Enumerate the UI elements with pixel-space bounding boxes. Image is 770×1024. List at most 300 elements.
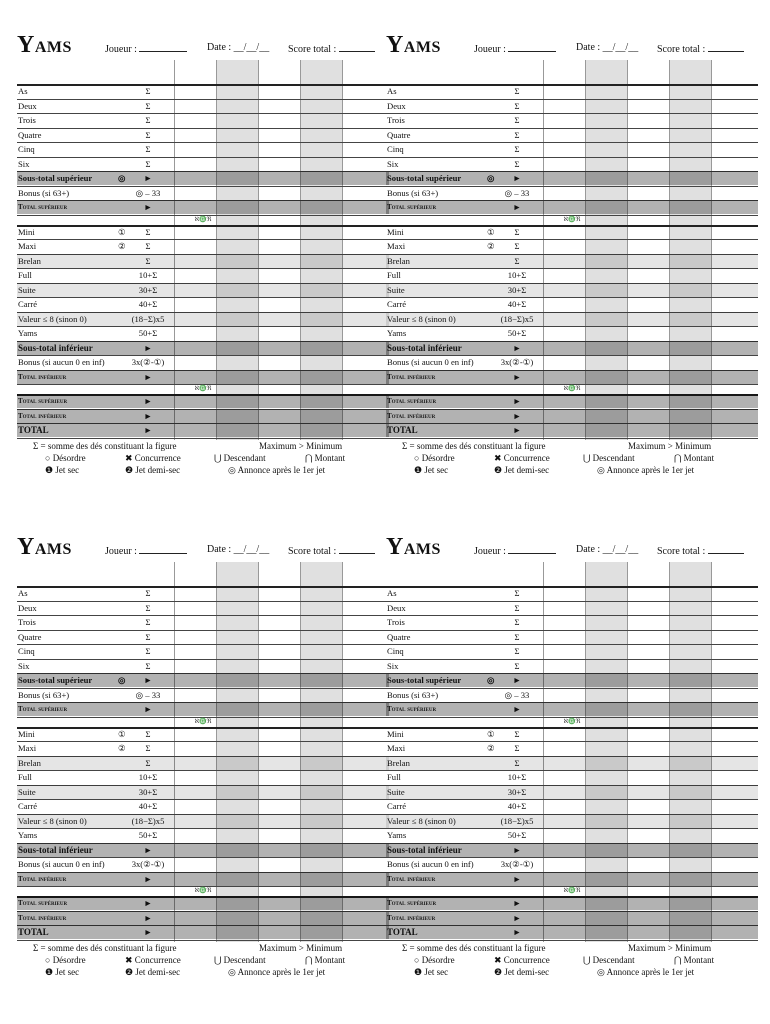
title-rest: AMS [403, 541, 441, 558]
upper-row[interactable] [386, 601, 758, 615]
row-label: TOTAL [18, 927, 49, 937]
row-label: Yams [387, 328, 407, 338]
legend-icon: ❶ [45, 966, 56, 977]
total-lower-row[interactable] [17, 370, 389, 384]
legend-text: Montant [683, 452, 715, 463]
row-code: ► [143, 202, 153, 212]
legend-icon: ○ [45, 452, 53, 463]
lower-row[interactable] [386, 268, 758, 282]
row-code: Σ [145, 144, 151, 154]
legend-text: Montant [314, 452, 346, 463]
bonus-upper-row[interactable] [17, 186, 389, 200]
date-field[interactable] [576, 544, 638, 556]
legend-icon: ❶ [414, 966, 425, 977]
sheet-title [17, 534, 72, 560]
row-code: Σ [514, 255, 520, 266]
upper-row[interactable] [386, 157, 758, 171]
legend-text: Concurrence [134, 452, 181, 463]
row-label: Carré [387, 299, 407, 309]
row-label: Suite [387, 284, 405, 295]
lower-row[interactable] [386, 770, 758, 784]
row-code: 3x(②-①) [500, 859, 534, 869]
lower-row[interactable] [386, 756, 758, 770]
upper-row[interactable] [386, 659, 758, 673]
row-label: Mini [387, 226, 404, 237]
player-blank[interactable] [508, 42, 556, 52]
row-code: ► [512, 173, 522, 183]
legend-max-min: Maximum > Minimum [259, 942, 343, 953]
lower-row[interactable] [17, 283, 389, 297]
lower-row[interactable] [386, 225, 758, 239]
legend-icon: ❷ [125, 966, 136, 977]
row-code: ► [512, 425, 522, 435]
row-code: 30+Σ [138, 284, 158, 295]
subtotal-upper-row[interactable] [386, 673, 758, 687]
upper-row[interactable] [386, 99, 758, 113]
legend-icon: ⋃ [583, 452, 593, 463]
row-label: Bonus (si 63+) [18, 187, 70, 198]
title-initial: Y [386, 32, 404, 58]
date-label: Date : __/__/__ [207, 544, 270, 555]
row-label: Quatre [18, 129, 42, 140]
subtotal-lower-row[interactable] [386, 341, 758, 355]
total-upper-row[interactable] [17, 200, 389, 214]
legend-text: Annonce après le 1er jet [606, 966, 695, 977]
row-code: ► [512, 371, 522, 382]
section-separator: ℵ♎ℜ [563, 385, 581, 392]
upper-row[interactable] [386, 630, 758, 644]
row-label: Six [387, 158, 399, 169]
row-code: ► [143, 410, 153, 421]
bonus-upper-row[interactable] [17, 688, 389, 702]
upper-row[interactable] [386, 128, 758, 142]
player-blank[interactable] [508, 544, 556, 554]
legend-icon: ⋃ [214, 452, 224, 463]
upper-row[interactable] [386, 644, 758, 658]
row-code: ► [143, 898, 153, 908]
player-blank[interactable] [139, 544, 187, 554]
final-row[interactable] [386, 394, 758, 408]
lower-row[interactable] [386, 312, 758, 326]
row-code: 30+Σ [138, 786, 158, 797]
legend-text: Montant [314, 954, 346, 965]
legend-item [45, 966, 79, 978]
upper-row[interactable] [17, 157, 389, 171]
row-label: Brelan [387, 757, 410, 768]
lower-row[interactable] [386, 814, 758, 828]
final-row[interactable] [17, 423, 389, 437]
final-row[interactable] [386, 896, 758, 910]
sheet-bottom-right [386, 520, 758, 980]
legend-icon: ✖ [494, 452, 504, 463]
score-blank[interactable] [339, 42, 375, 52]
row-label: Mini [18, 728, 35, 739]
upper-row[interactable] [386, 586, 758, 600]
row-code: (18−Σ)x5 [500, 815, 534, 826]
row-code: Σ [514, 86, 520, 96]
score-grid [17, 562, 389, 942]
lower-row[interactable] [386, 785, 758, 799]
row-label: TOTAL [387, 425, 418, 435]
row-label: Total supérieur [18, 705, 68, 713]
lower-row[interactable] [386, 297, 758, 311]
score-blank[interactable] [708, 544, 744, 554]
upper-row[interactable] [386, 615, 758, 629]
title-rest: AMS [34, 541, 72, 558]
row-label: Cinq [18, 646, 35, 656]
date-label: Date : __/__/__ [576, 42, 639, 53]
row-code: Σ [514, 602, 520, 613]
lower-row[interactable] [386, 828, 758, 842]
final-row[interactable] [17, 925, 389, 939]
title-initial: Y [17, 32, 35, 58]
lower-row[interactable] [17, 727, 389, 741]
row-label: Mini [18, 226, 35, 237]
final-row[interactable] [17, 409, 389, 423]
player-field[interactable] [474, 42, 556, 56]
title-rest: AMS [403, 39, 441, 56]
lower-row[interactable] [17, 268, 389, 282]
subtotal-upper-row[interactable] [17, 673, 389, 687]
lower-row[interactable] [17, 799, 389, 813]
row-label: Six [18, 660, 30, 671]
score-field[interactable] [657, 42, 744, 56]
legend-text: Désordre [52, 452, 86, 463]
row-code: Σ [514, 743, 520, 753]
score-field[interactable] [657, 544, 744, 558]
row-code: ◎ – 33 [135, 689, 161, 700]
total-upper-row[interactable] [386, 200, 758, 214]
upper-row[interactable] [386, 113, 758, 127]
section-separator: ℵ♎ℜ [194, 215, 212, 223]
lower-row[interactable] [386, 741, 758, 755]
row-label: Sous-total supérieur [18, 173, 93, 183]
lower-row[interactable] [17, 312, 389, 326]
lower-row[interactable] [17, 785, 389, 799]
row-label: Deux [387, 100, 406, 111]
row-label: Yams [18, 328, 38, 338]
row-code: (18−Σ)x5 [500, 313, 534, 324]
total-lower-row[interactable] [17, 872, 389, 886]
row-label: Brelan [18, 255, 41, 266]
row-code: ◎ – 33 [504, 689, 530, 700]
legend-max-min: Maximum > Minimum [259, 440, 343, 451]
row-label: Sous-total inférieur [387, 844, 462, 855]
score-grid [386, 60, 758, 440]
legend-item [583, 452, 635, 464]
player-label: Joueur : [474, 546, 509, 557]
row-code: ► [143, 425, 153, 435]
row-label: Quatre [387, 129, 411, 140]
row-code: Σ [514, 226, 520, 237]
player-label: Joueur : [474, 44, 509, 55]
row-code: Σ [145, 129, 151, 140]
upper-row[interactable] [17, 84, 389, 98]
legend-text: Annonce après le 1er jet [237, 966, 326, 977]
upper-row[interactable] [386, 142, 758, 156]
row-label: Cinq [18, 144, 35, 154]
legend-item [674, 954, 714, 966]
subtotal-upper-row[interactable] [386, 171, 758, 185]
legend-text: Concurrence [503, 954, 550, 965]
score-field[interactable] [288, 544, 375, 558]
row-label: Yams [387, 830, 407, 840]
total-upper-row[interactable] [386, 702, 758, 716]
row-label: Full [18, 772, 32, 782]
upper-row[interactable] [17, 615, 389, 629]
row-label: Suite [387, 786, 405, 797]
row-code: ► [512, 396, 522, 406]
final-row[interactable] [17, 896, 389, 910]
lower-row[interactable] [386, 283, 758, 297]
row-code: ► [143, 396, 153, 406]
row-code: ► [143, 371, 153, 382]
row-code: Σ [145, 100, 151, 111]
row-label: Full [387, 772, 401, 782]
legend-icon: ✖ [125, 452, 135, 463]
bonus-lower-row[interactable] [17, 355, 389, 369]
lower-row[interactable] [17, 828, 389, 842]
legend-text: Jet sec [424, 464, 449, 475]
row-label: Suite [18, 284, 36, 295]
row-code: Σ [514, 631, 520, 642]
total-lower-row[interactable] [386, 370, 758, 384]
sheet-title [386, 534, 441, 560]
date-field[interactable] [207, 544, 269, 556]
player-field[interactable] [105, 42, 187, 56]
row-label: Carré [18, 801, 38, 811]
legend-item [45, 954, 86, 966]
subtotal-lower-row[interactable] [386, 843, 758, 857]
sheet-header [17, 520, 389, 560]
row-label: Maxi [18, 743, 37, 753]
row-mark: ② [487, 743, 495, 753]
row-label: Total supérieur [18, 899, 68, 907]
bonus-lower-row[interactable] [17, 857, 389, 871]
legend-icon: ❶ [414, 464, 425, 475]
row-label: Trois [18, 115, 36, 125]
row-label: Total supérieur [18, 203, 68, 211]
score-blank[interactable] [339, 544, 375, 554]
upper-row[interactable] [17, 142, 389, 156]
row-code: 40+Σ [138, 801, 158, 811]
row-label: Bonus (si 63+) [18, 689, 70, 700]
legend-item [214, 452, 266, 464]
total-lower-row[interactable] [386, 872, 758, 886]
upper-row[interactable] [17, 99, 389, 113]
row-mark: ① [487, 728, 495, 739]
final-row[interactable] [386, 423, 758, 437]
lower-row[interactable] [17, 770, 389, 784]
row-label: Valeur ≤ 8 (sinon 0) [387, 815, 456, 826]
title-rest: AMS [34, 39, 72, 56]
legend-text: Annonce après le 1er jet [606, 464, 695, 475]
legend-text: Descendant [223, 452, 266, 463]
upper-row[interactable] [17, 659, 389, 673]
row-label: As [387, 588, 397, 598]
row-label: Trois [387, 617, 405, 627]
legend-icon: ❷ [494, 464, 505, 475]
section-separator: ℵ♎ℜ [563, 717, 581, 725]
player-field[interactable] [474, 544, 556, 558]
row-code: ► [143, 173, 153, 183]
row-divider [17, 438, 389, 439]
subtotal-lower-row[interactable] [17, 341, 389, 355]
legend-item [583, 954, 635, 966]
lower-row[interactable] [17, 756, 389, 770]
lower-row[interactable] [17, 254, 389, 268]
upper-row[interactable] [17, 601, 389, 615]
legend-icon: ⋂ [305, 452, 315, 463]
final-row[interactable] [17, 394, 389, 408]
row-code: ► [143, 927, 153, 937]
row-label: Total supérieur [387, 203, 437, 211]
legend-item [125, 966, 180, 978]
subtotal-lower-row[interactable] [17, 843, 389, 857]
final-row[interactable] [386, 925, 758, 939]
row-label: As [18, 588, 28, 598]
row-code: 50+Σ [507, 328, 527, 338]
legend-icon: ❶ [45, 464, 56, 475]
bonus-upper-row[interactable] [386, 688, 758, 702]
lower-row[interactable] [386, 727, 758, 741]
row-code: Σ [514, 588, 520, 598]
row-code: ► [143, 675, 153, 685]
row-code: 50+Σ [138, 328, 158, 338]
row-code: Σ [514, 617, 520, 627]
upper-row[interactable] [386, 84, 758, 98]
legend-item [414, 966, 448, 978]
row-code: Σ [145, 588, 151, 598]
lower-row[interactable] [17, 814, 389, 828]
date-field[interactable] [207, 42, 269, 54]
bonus-lower-row[interactable] [386, 857, 758, 871]
row-code: 30+Σ [507, 786, 527, 797]
row-label: Total inférieur [18, 411, 67, 420]
row-code: Σ [514, 115, 520, 125]
legend-icon: ○ [414, 954, 422, 965]
row-code: Σ [514, 646, 520, 656]
legend-item [228, 966, 325, 978]
row-code: Σ [145, 646, 151, 656]
row-label: Maxi [18, 241, 37, 251]
total-upper-row[interactable] [17, 702, 389, 716]
row-label: Full [18, 270, 32, 280]
row-code: Σ [145, 602, 151, 613]
lower-row[interactable] [17, 225, 389, 239]
row-code: 10+Σ [507, 772, 527, 782]
row-label: Six [387, 660, 399, 671]
lower-row[interactable] [386, 239, 758, 253]
lower-row[interactable] [386, 326, 758, 340]
row-mark: ◎ [487, 675, 495, 685]
row-label: Full [387, 270, 401, 280]
legend-sum: Σ = somme des dés constituant la figure [402, 440, 546, 451]
legend-icon: ○ [45, 954, 53, 965]
legend-text: Jet demi-sec [504, 966, 550, 977]
row-mark: ① [118, 226, 126, 237]
row-code: 50+Σ [138, 830, 158, 840]
legend-text: Désordre [421, 452, 455, 463]
player-label: Joueur : [105, 44, 140, 55]
row-code: ► [512, 410, 522, 421]
row-label: Sous-total inférieur [18, 342, 93, 353]
upper-row[interactable] [17, 128, 389, 142]
row-code: 3x(②-①) [500, 357, 534, 367]
title-initial: Y [386, 534, 404, 560]
row-code: (18−Σ)x5 [131, 313, 165, 324]
row-code: 40+Σ [507, 299, 527, 309]
row-code: ► [512, 898, 522, 908]
legend-item [305, 954, 345, 966]
lower-row[interactable] [17, 741, 389, 755]
legend-text: Jet demi-sec [504, 464, 550, 475]
row-divider [386, 438, 758, 439]
legend-text: Descendant [592, 954, 635, 965]
score-blank[interactable] [708, 42, 744, 52]
row-code: Σ [514, 728, 520, 739]
legend-item [305, 452, 345, 464]
row-code: 3x(②-①) [131, 859, 165, 869]
row-mark: ◎ [487, 173, 495, 183]
legend-item [494, 452, 550, 464]
row-code: Σ [514, 100, 520, 111]
row-code: 10+Σ [507, 270, 527, 280]
player-label: Joueur : [105, 546, 140, 557]
row-label: Valeur ≤ 8 (sinon 0) [18, 815, 87, 826]
date-field[interactable] [576, 42, 638, 54]
sheet-top-left [17, 18, 389, 478]
final-row[interactable] [386, 911, 758, 925]
row-code: Σ [514, 660, 520, 671]
bonus-lower-row[interactable] [386, 355, 758, 369]
upper-row[interactable] [17, 586, 389, 600]
bonus-upper-row[interactable] [386, 186, 758, 200]
legend-item [125, 452, 181, 464]
lower-row[interactable] [17, 239, 389, 253]
lower-row[interactable] [386, 799, 758, 813]
title-initial: Y [17, 534, 35, 560]
lower-row[interactable] [17, 326, 389, 340]
row-label: Maxi [387, 241, 406, 251]
final-row[interactable] [17, 911, 389, 925]
row-label: Total inférieur [18, 913, 67, 922]
score-field[interactable] [288, 42, 375, 56]
upper-row[interactable] [17, 113, 389, 127]
row-code: Σ [145, 631, 151, 642]
legend-text: Désordre [52, 954, 86, 965]
row-mark: ① [118, 728, 126, 739]
legend-icon: ○ [414, 452, 422, 463]
final-row[interactable] [386, 409, 758, 423]
row-mark: ② [118, 241, 126, 251]
row-label: Sous-total supérieur [18, 675, 93, 685]
subtotal-upper-row[interactable] [17, 171, 389, 185]
row-code: ► [143, 912, 153, 923]
row-code: ► [512, 912, 522, 923]
row-label: Bonus (si aucun 0 en inf) [387, 357, 474, 367]
legend-item [494, 464, 549, 476]
legend-text: Jet sec [55, 966, 80, 977]
player-blank[interactable] [139, 42, 187, 52]
row-label: Bonus (si 63+) [387, 689, 439, 700]
upper-row[interactable] [17, 630, 389, 644]
lower-row[interactable] [17, 297, 389, 311]
row-mark: ② [487, 241, 495, 251]
upper-row[interactable] [17, 644, 389, 658]
player-field[interactable] [105, 544, 187, 558]
lower-row[interactable] [386, 254, 758, 268]
